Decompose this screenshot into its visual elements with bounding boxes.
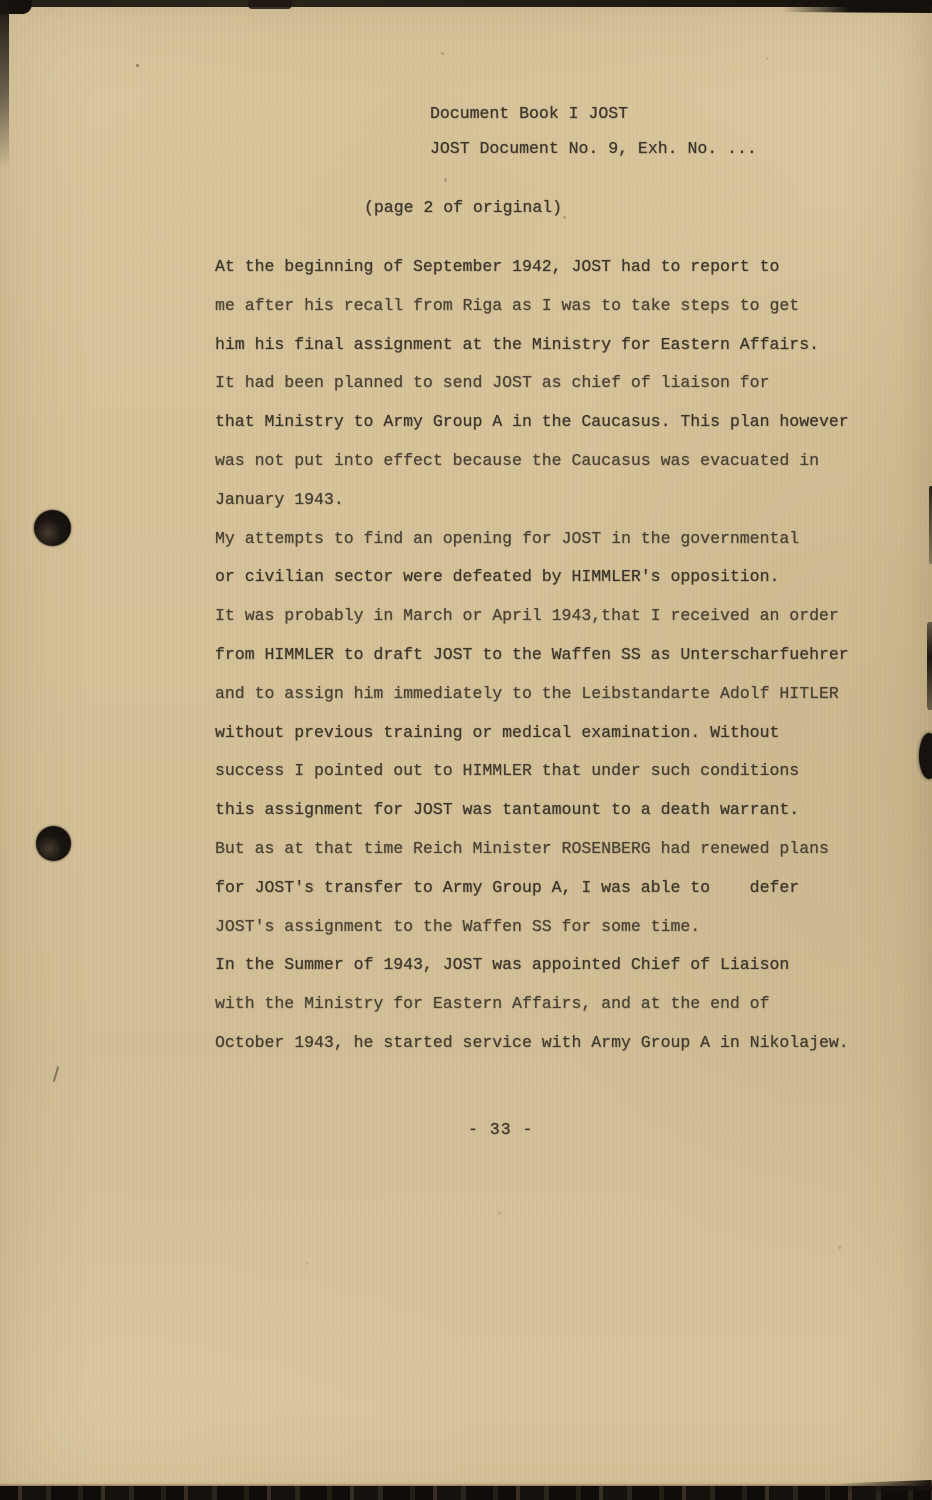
- typed-line: It had been planned to send JOST as chief of liaison for: [215, 373, 770, 393]
- paper-speck: [444, 178, 447, 182]
- typed-line: me after his recall from Riga as I was to take steps to get: [215, 295, 800, 315]
- document-header: [430, 96, 757, 166]
- scan-edge-top-notch: [248, 0, 292, 9]
- page-number: - 33 -: [468, 1120, 534, 1139]
- typed-line: JOST's assignment to the Waffen SS for some time.: [215, 916, 701, 936]
- document-book-line: Document Book I JOST: [430, 104, 629, 123]
- paper-speck: [441, 52, 444, 55]
- typed-line: was not put into effect because the Caucasus was evacuated in: [215, 450, 819, 470]
- paper-speck: [838, 1246, 841, 1249]
- typed-line: this assignment for JOST was tantamount to a death warrant.: [215, 800, 800, 820]
- typed-line: or civilian sector were defeated by HIMMLER's opposition.: [215, 567, 780, 587]
- typed-line: October 1943, he started service with Army Group A in Nikolajew.: [215, 1032, 849, 1052]
- paper-speck: [306, 1262, 308, 1265]
- typed-line: and to assign him immediately to the Leibstandarte Adolf HITLER: [215, 683, 839, 703]
- typed-line: But as at that time Reich Minister ROSENBERG had renewed plans: [215, 838, 829, 858]
- page-reference-subtitle: (page 2 of original): [364, 198, 563, 217]
- typed-line: In the Summer of 1943, JOST was appointed Chief of Liaison: [215, 955, 790, 975]
- scan-edge-right-blob: [919, 733, 932, 779]
- typed-line: for JOST's transfer to Army Group A, I was able to defer: [215, 877, 800, 897]
- typed-line: that Ministry to Army Group A in the Caucasus. This plan however: [215, 412, 849, 432]
- scan-corner-top-right: [782, 0, 932, 13]
- typed-line: January 1943.: [215, 489, 344, 509]
- typed-line: with the Ministry for Eastern Affairs, and at the end of: [215, 994, 770, 1014]
- hole-punch-bottom: [36, 826, 71, 861]
- testimony-body: [215, 248, 849, 1063]
- typed-line: It was probably in March or April 1943,that I received an order: [215, 606, 839, 626]
- paper-speck: [136, 64, 139, 67]
- document-number-line: JOST Document No. 9, Exh. No. ...: [430, 139, 757, 158]
- scan-edge-bottom: [0, 1486, 932, 1500]
- typed-line: without previous training or medical examination. Without: [215, 722, 780, 742]
- typed-line: My attempts to find an opening for JOST in the governmental: [215, 528, 800, 548]
- paper-speck: [498, 1212, 501, 1215]
- paper-speck: [766, 57, 768, 60]
- scan-edge-right-mark: [927, 622, 932, 710]
- hole-punch-top: [34, 510, 71, 546]
- typed-line: success I pointed out to HIMMLER that under such conditions: [215, 761, 800, 781]
- paper-speck: [563, 216, 566, 219]
- typed-line: from HIMMLER to draft JOST to the Waffen SS as Unterscharfuehrer: [215, 644, 849, 664]
- typed-line: him his final assignment at the Ministry for Eastern Affairs.: [215, 334, 819, 354]
- typed-line: At the beginning of September 1942, JOST had to report to: [215, 257, 780, 276]
- scan-edge-left: [0, 0, 9, 170]
